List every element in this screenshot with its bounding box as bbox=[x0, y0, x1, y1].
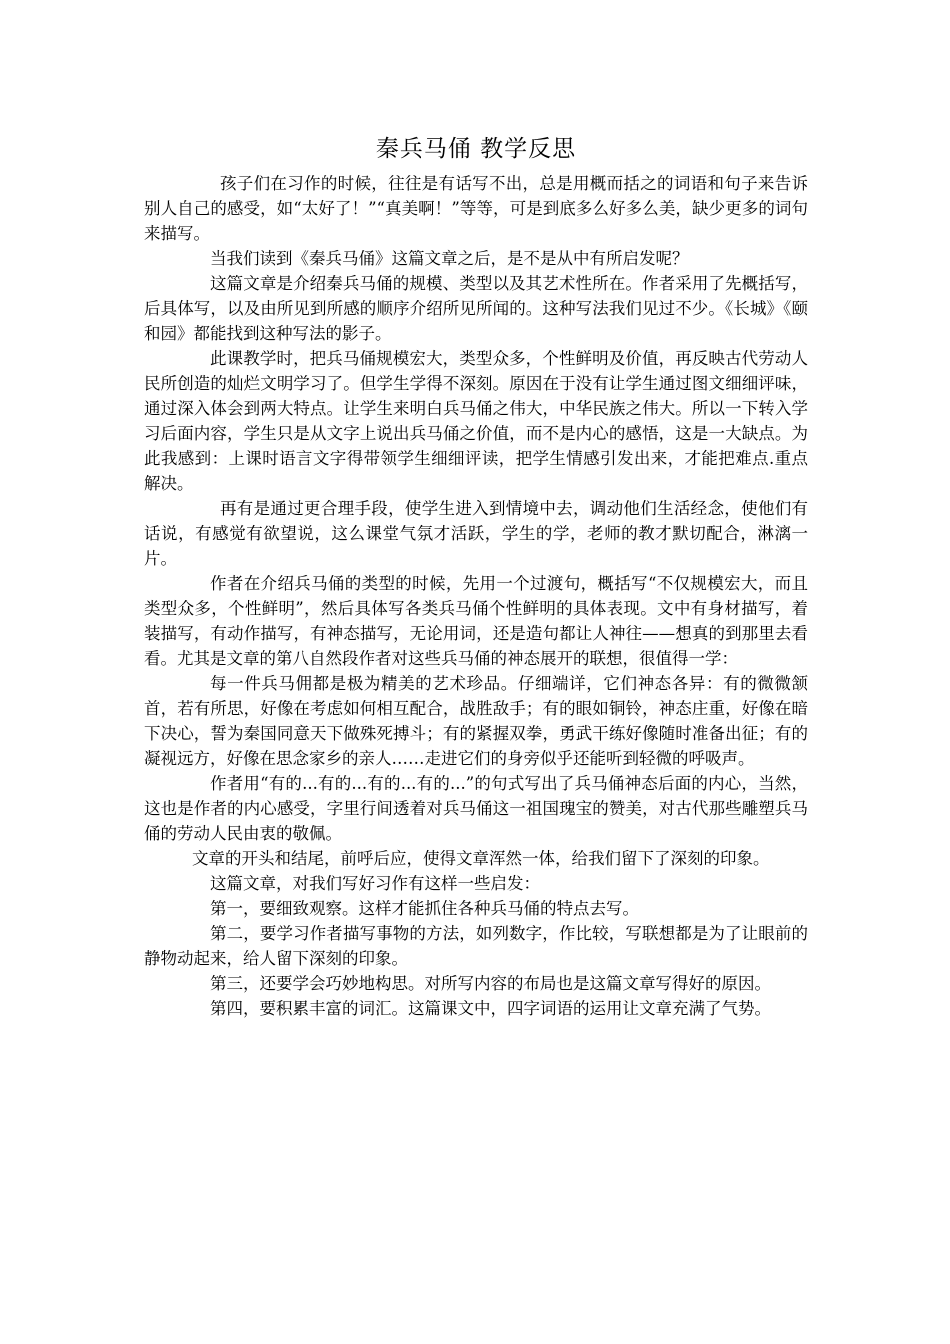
paragraph-intro: 孩子们在习作的时候，往往是有话写不出，总是用概而括之的词语和句子来告诉别人自己的感受，如“太好了！”“真美啊！”等等，可是到底多么好多么美，缺少更多的词句来描写。 bbox=[144, 174, 808, 243]
paragraph-inspiration-intro: 这篇文章，对我们写好习作有这样一些启发： bbox=[210, 874, 540, 893]
paragraph-teaching-reflection: 此课教学时，把兵马俑规模宏大，类型众多，个性鲜明及价值，再反映古代劳动人民所创造的灿烂文明学习了。但学生学得不深刻。原因在于没有让学生通过图文细细评味，通过深入体会到两大特点。让学生来明白兵马俑之伟大，中华民族之伟大。所以一下转入学习后面内容，学生只是从文字上说出兵马俑之价值，而不是内心的感悟，这是一大缺点。为此我感到：上课时语言文字得带领学生细细评读，把学生情感引发出来，才能把难点.重点解决。 bbox=[144, 349, 808, 493]
paragraph-article-overview: 这篇文章是介绍秦兵马俑的规模、类型以及其艺术性所在。作者采用了先概括写，后具体写，以及由所见到所感的顺序介绍所见所闻的。这种写法我们见过不少。《长城》《颐和园》都能找到这种写法的影子。 bbox=[144, 274, 808, 343]
paragraph-classroom-method: 再有是通过更合理手段，使学生进入到情境中去，调动他们生活经念，使他们有话说，有感觉有欲望说，这么课堂气氛才活跃，学生的学，老师的教才默切配合，淋漓一片。 bbox=[144, 499, 808, 568]
paragraph-types-description: 作者在介绍兵马俑的类型的时候，先用一个过渡句，概括写“不仅规模宏大，而且类型众多，个性鲜明”，然后具体写各类兵马俑个性鲜明的具体表现。文中有身材描写，着装描写，有动作描写，有神态描写，无论用词，还是造句都让人神往——想真的到那里去看看。尤其是文章的第八自然段作者对这些兵马俑的神态展开的联想，很值得一学： bbox=[144, 574, 808, 668]
paragraph-point-four: 第四，要积累丰富的词汇。这篇课文中，四字词语的运用让文章充满了气势。 bbox=[210, 999, 771, 1018]
paragraph-quoted-excerpt: 每一件兵马佣都是极为精美的艺术珍品。仔细端详，它们神态各异：有的微微颔首，若有所思，好像在考虑如何相互配合，战胜敌手；有的眼如铜铃，神态庄重，好像在暗下决心，誓为秦国同意天下做殊死搏斗；有的紧握双拳，勇武干练好像随时准备出征；有的凝视远方，好像在思念家乡的亲人……走进它们的身旁似乎还能听到轻微的呼吸声。 bbox=[144, 674, 808, 768]
document-page bbox=[144, 132, 808, 1021]
document-title: 秦兵马俑 教学反思 bbox=[375, 136, 577, 162]
paragraph-sentence-pattern: 作者用“有的...有的...有的...有的...”的句式写出了兵马俑神态后面的内心，当然，这也是作者的内心感受，字里行间透着对兵马俑这一祖国瑰宝的赞美，对古代那些雕塑兵马俑的劳动人民由衷的敬佩。 bbox=[144, 774, 808, 843]
paragraph-point-one: 第一，要细致观察。这样才能抓住各种兵马俑的特点去写。 bbox=[210, 899, 639, 918]
paragraph-point-three: 第三，还要学会巧妙地构思。对所写内容的布局也是这篇文章写得好的原因。 bbox=[210, 974, 771, 993]
paragraph-point-two: 第二，要学习作者描写事物的方法，如列数字，作比较，写联想都是为了让眼前的静物动起来，给人留下深刻的印象。 bbox=[144, 924, 808, 968]
paragraph-question: 当我们读到《秦兵马俑》这篇文章之后，是不是从中有所启发呢？ bbox=[210, 249, 689, 268]
paragraph-structure: 文章的开头和结尾，前呼后应，使得文章浑然一体，给我们留下了深刻的印象。 bbox=[192, 849, 770, 868]
